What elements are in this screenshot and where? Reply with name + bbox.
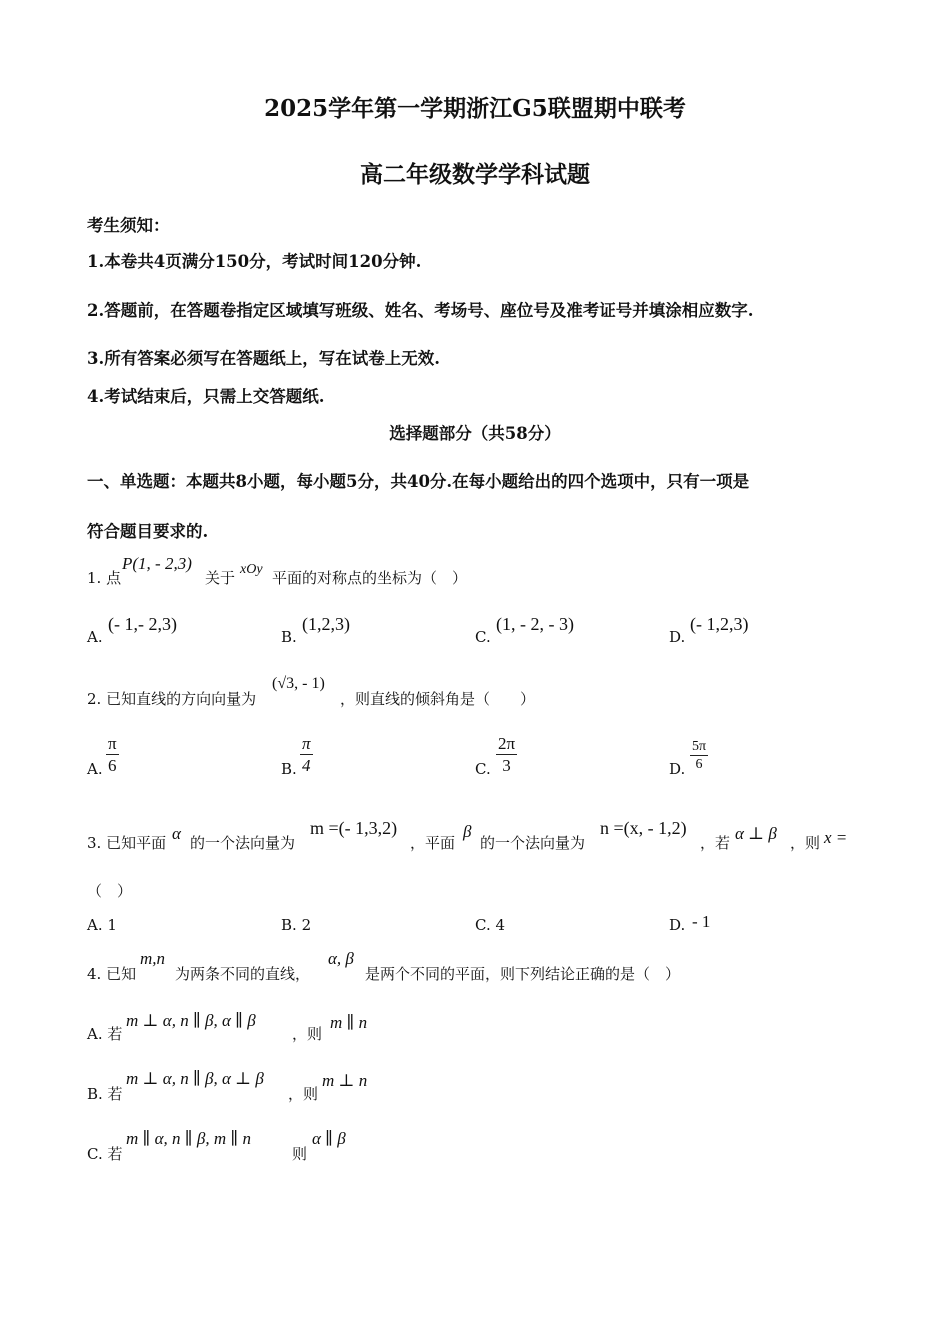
- q4-option-b-condition: m ⊥ α, n ∥ β, α ⊥ β: [126, 1069, 264, 1088]
- q1-option-b: (1,2,3): [302, 614, 350, 634]
- q1-option-label: A.: [87, 628, 103, 646]
- q4-option-b-then: ，则: [288, 1085, 319, 1103]
- exam-subtitle: 高二年级数学学科试题: [360, 161, 590, 188]
- option-value: 4: [495, 916, 506, 934]
- fraction-denominator: 6: [695, 757, 703, 772]
- q3-option-a: [87, 916, 117, 934]
- q4-text: 是两个不同的平面，则下列结论正确的是（ ）: [365, 965, 681, 983]
- q2-suffix: ，则直线的倾斜角是（ ）: [340, 690, 536, 708]
- q3-text: ，平面: [410, 834, 456, 852]
- q3-option-label: D.: [669, 916, 686, 934]
- option-value: 1: [107, 916, 117, 934]
- notice-item: 2.答题前，在答题卷指定区域填写班级、姓名、考场号、座位号及准考证号并填涂相应数字.: [87, 301, 754, 320]
- q4-lines: m,n: [140, 949, 166, 968]
- q3-text: 的一个法向量为: [480, 834, 586, 852]
- q1-suffix: 平面的对称点的坐标为（ ）: [272, 569, 468, 587]
- option-label: C.: [475, 916, 491, 934]
- q4-option-c-label: C. 若: [87, 1145, 123, 1163]
- q1-option-c: (1, - 2, - 3): [496, 614, 574, 634]
- q4-option-a-condition: m ⊥ α, n ∥ β, α ∥ β: [126, 1011, 256, 1030]
- q2-option-label: C.: [475, 760, 491, 778]
- q3-option-d: - 1: [692, 912, 711, 931]
- q3-text: ，若: [700, 834, 731, 852]
- fraction-numerator: π: [302, 734, 311, 753]
- q1-point: P(1, - 2,3): [122, 554, 192, 573]
- q3-beta: β: [463, 822, 472, 841]
- q4-planes: α, β: [328, 949, 354, 968]
- q4-option-a-then: ，则: [292, 1025, 323, 1043]
- q3-option-c: [475, 916, 505, 934]
- q3-normal-m: m =(- 1,3,2): [310, 818, 398, 838]
- q2-option-label: A.: [87, 760, 103, 778]
- q2-option-label: D.: [669, 760, 686, 778]
- fraction-numerator: 5π: [692, 739, 707, 754]
- notice-item: 1.本卷共4页满分150分，考试时间120分钟.: [87, 252, 422, 271]
- q3-x-eq: x =: [824, 828, 848, 847]
- q2-vector: (√3, - 1): [272, 675, 325, 692]
- notice-item: 4.考试结束后，只需上交答题纸.: [87, 387, 325, 406]
- q1-plane: xOy: [240, 562, 263, 577]
- q3-text: ，则: [790, 834, 821, 852]
- q4-option-b-label: B. 若: [87, 1085, 123, 1103]
- part1-instruction-cont: 符合题目要求的.: [87, 522, 209, 541]
- q1-option-label: C.: [475, 628, 491, 646]
- fraction-numerator: π: [108, 734, 117, 753]
- q2-option-d-fraction: [690, 738, 708, 773]
- fraction-denominator: 4: [302, 756, 311, 775]
- q3-condition: α ⊥ β: [735, 824, 777, 843]
- q4-option-c-then: 则: [292, 1145, 308, 1163]
- q1-option-a: (- 1,- 2,3): [108, 614, 177, 634]
- q3-paren: （ ）: [87, 882, 133, 900]
- section-title: 选择题部分（共58分）: [389, 424, 561, 443]
- q3-alpha: α: [172, 824, 181, 843]
- q4-option-c-condition: m ∥ α, n ∥ β, m ∥ n: [126, 1129, 252, 1148]
- q2-option-a-fraction: [106, 734, 119, 777]
- q4-option-a-label: A. 若: [87, 1025, 123, 1043]
- option-value: 2: [301, 916, 312, 934]
- q3-option-b: [281, 916, 311, 934]
- q1-option-label: D.: [669, 628, 686, 646]
- q2-option-b-fraction: [300, 734, 313, 777]
- exam-title: 2025学年第一学期浙江G5联盟期中联考: [264, 95, 686, 122]
- q4-text: 为两条不同的直线，: [175, 965, 311, 983]
- q1-prefix: 1. 点: [87, 569, 122, 587]
- q1-mid: 关于: [205, 569, 236, 587]
- q2-option-label: B.: [281, 760, 297, 778]
- option-label: A.: [87, 916, 103, 934]
- q3-text: 的一个法向量为: [190, 834, 296, 852]
- part1-instruction: 一、单选题：本题共8小题，每小题5分，共40分.在每小题给出的四个选项中，只有一项是: [87, 472, 750, 491]
- fraction-denominator: 6: [108, 756, 117, 775]
- q3-text: 3. 已知平面: [87, 834, 167, 852]
- fraction-denominator: 3: [502, 756, 511, 775]
- q4-option-c-result: α ∥ β: [312, 1129, 346, 1148]
- q1-option-d: (- 1,2,3): [690, 614, 749, 634]
- notice-item: 3.所有答案必须写在答题纸上，写在试卷上无效.: [87, 349, 440, 368]
- q1-option-label: B.: [281, 628, 297, 646]
- q4-text: 4. 已知: [87, 965, 137, 983]
- q2-option-c-fraction: [496, 734, 517, 777]
- fraction-numerator: 2π: [498, 734, 516, 753]
- notice-heading: 考生须知：: [87, 216, 170, 235]
- q4-option-a-result: m ∥ n: [330, 1013, 368, 1032]
- q3-normal-n: n =(x, - 1,2): [600, 818, 687, 838]
- q4-option-b-result: m ⊥ n: [322, 1071, 368, 1090]
- option-label: B.: [281, 916, 297, 934]
- q2-prefix: 2. 已知直线的方向向量为: [87, 690, 257, 708]
